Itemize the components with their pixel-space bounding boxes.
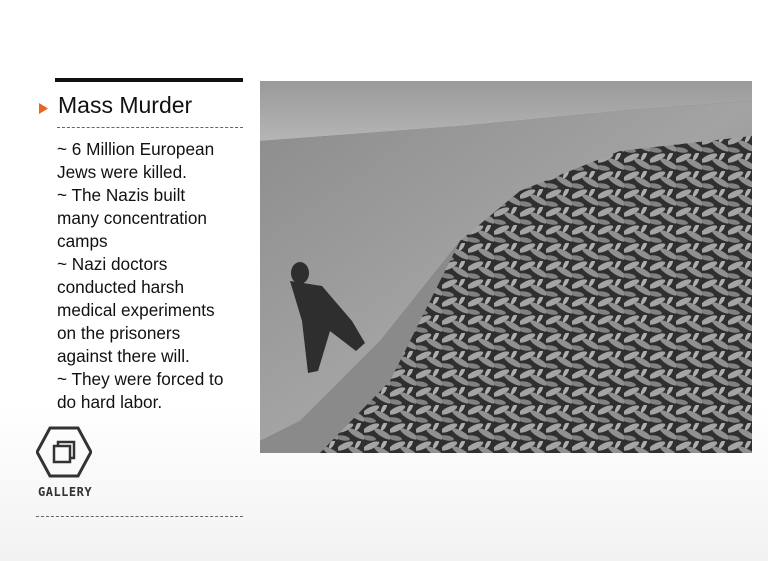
title-divider — [57, 127, 243, 128]
body-line: ~ Nazi doctors — [57, 254, 168, 274]
body-line: on the prisoners — [57, 323, 181, 343]
bullet-arrow-icon — [39, 103, 48, 114]
body-line: ~ They were forced to — [57, 369, 224, 389]
title-top-rule — [55, 78, 243, 82]
gallery-icon[interactable] — [36, 426, 92, 478]
slide-body — [57, 138, 257, 414]
body-line: medical experiments — [57, 300, 215, 320]
body-line: conducted harsh — [57, 277, 185, 297]
slide-title: Mass Murder — [58, 92, 193, 118]
body-line: do hard labor. — [57, 392, 163, 412]
gallery-label[interactable]: GALLERY — [38, 485, 93, 499]
body-line: camps — [57, 231, 108, 251]
historical-photo — [260, 81, 752, 453]
body-line: ~ The Nazis built — [57, 185, 186, 205]
body-line: many concentration — [57, 208, 207, 228]
body-line: ~ 6 Million European — [57, 139, 215, 159]
body-line: Jews were killed. — [57, 162, 187, 182]
bottom-divider — [36, 516, 243, 517]
body-line: against there will. — [57, 346, 190, 366]
